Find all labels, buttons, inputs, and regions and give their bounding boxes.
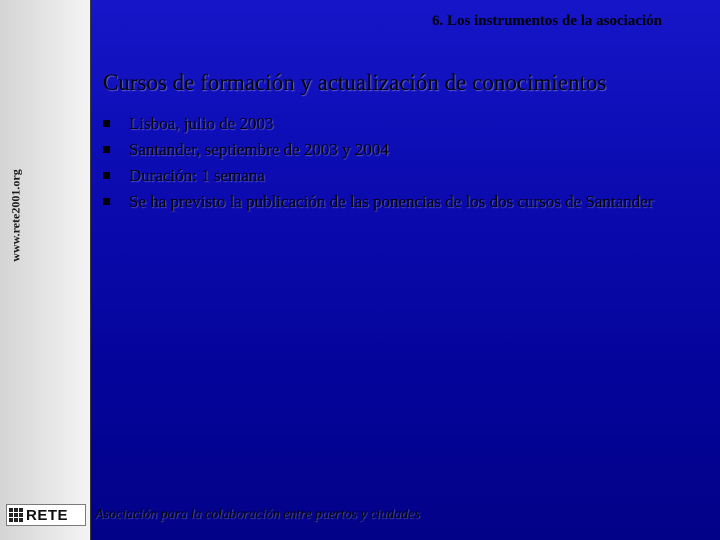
section-title: 6. Los instrumentos de la asociación [431, 13, 662, 29]
logo-text: RETE [26, 506, 69, 524]
logo-grid-icon [9, 508, 23, 522]
slide-title: Cursos de formación y actualización de conocimientos [103, 70, 607, 95]
slide-content [91, 0, 720, 540]
rete-logo [6, 504, 86, 526]
bullet-text: Duración: 1 semana [129, 166, 265, 185]
square-bullet-icon [103, 172, 110, 179]
bullet-item [103, 112, 703, 135]
bullet-item [103, 190, 703, 213]
bullet-item [103, 138, 703, 161]
sidebar [0, 0, 91, 540]
square-bullet-icon [103, 146, 110, 153]
website-url-vertical [5, 145, 27, 285]
bullet-text: Se ha previsto la publicación de las ponencias de los dos cursos de Santander [129, 192, 654, 211]
bullet-item [103, 164, 703, 187]
square-bullet-icon [103, 120, 110, 127]
bullet-text: Lisboa, julio de 2003 [129, 114, 274, 133]
website-url-text: www.rete2001.org [8, 168, 23, 262]
footer-text: Asociación para la colaboración entre puertos y ciudades [95, 507, 420, 522]
bullet-text: Santander, septiembre de 2003 y 2004 [129, 140, 389, 159]
bullet-list [103, 112, 703, 216]
square-bullet-icon [103, 198, 110, 205]
